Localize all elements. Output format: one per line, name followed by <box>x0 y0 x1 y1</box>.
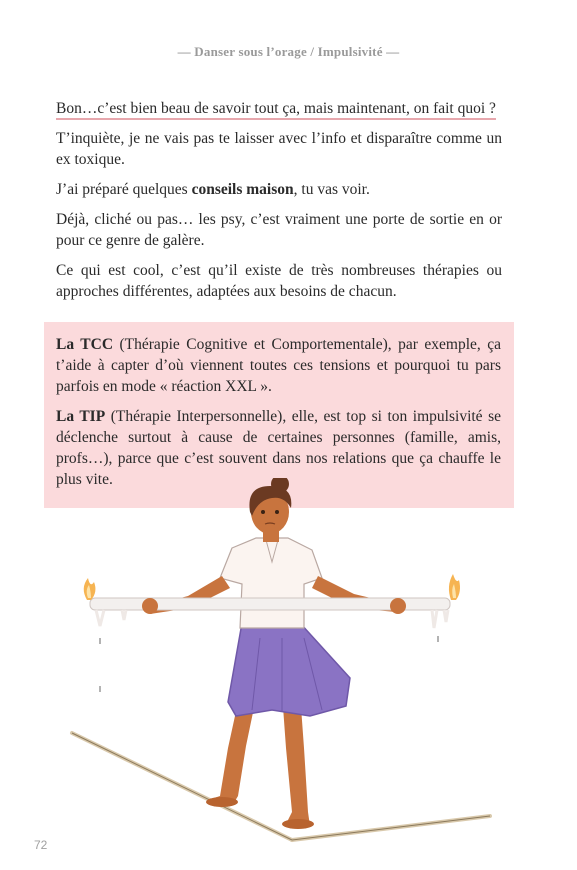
paragraph-4: Ce qui est cool, c’est qu’il existe de très nombreuses thérapies ou approches différentes, adaptées aux besoins de chacun. <box>56 262 502 300</box>
skirt <box>228 623 350 716</box>
tightrope <box>72 733 490 840</box>
tcc-paragraph <box>56 334 501 397</box>
paragraph-2-start: J’ai préparé quelques <box>56 181 192 198</box>
page-number: 72 <box>34 838 48 852</box>
left-flame-icon <box>84 578 96 600</box>
paragraph-1: T’inquiète, je ne vais pas te laisser avec l’info et disparaître comme un ex toxique. <box>56 130 502 168</box>
paragraph-2 <box>56 179 502 200</box>
tcc-description: (Thérapie Cognitive et Comportementale), par exemple, ça t’aide à capter d’où viennent toutes ces tensions et pourquoi tu pars parfois en mode « réaction XXL ». <box>56 336 501 395</box>
conseils-maison-emphasis: conseils maison <box>191 181 294 198</box>
tip-term: La TIP <box>56 408 106 425</box>
question-paragraph <box>56 98 502 119</box>
blouse <box>220 538 322 628</box>
paragraph-2-end: , tu vas voir. <box>293 181 370 198</box>
paragraph-3: Déjà, cliché ou pas… les psy, c’est vraiment une porte de sortie en or pour ce genre de galère. <box>56 211 502 249</box>
tcc-term: La TCC <box>56 336 114 353</box>
right-flame-icon <box>449 574 460 600</box>
running-header: — Danser sous l’orage / Impulsivité — <box>177 44 400 59</box>
main-text <box>56 98 502 311</box>
tip-description: (Thérapie Interpersonnelle), elle, est top si ton impulsivité se déclenche surtout à cause de certaines personnes (famille, amis, profs…), parce que c’est souvent dans nos relations que ça chauffe le plus vite. <box>56 408 501 488</box>
highlighted-question: Bon…c’est bien beau de savoir tout ça, mais maintenant, on fait quoi ? <box>56 100 496 120</box>
tightrope-walker-illustration <box>60 478 510 858</box>
